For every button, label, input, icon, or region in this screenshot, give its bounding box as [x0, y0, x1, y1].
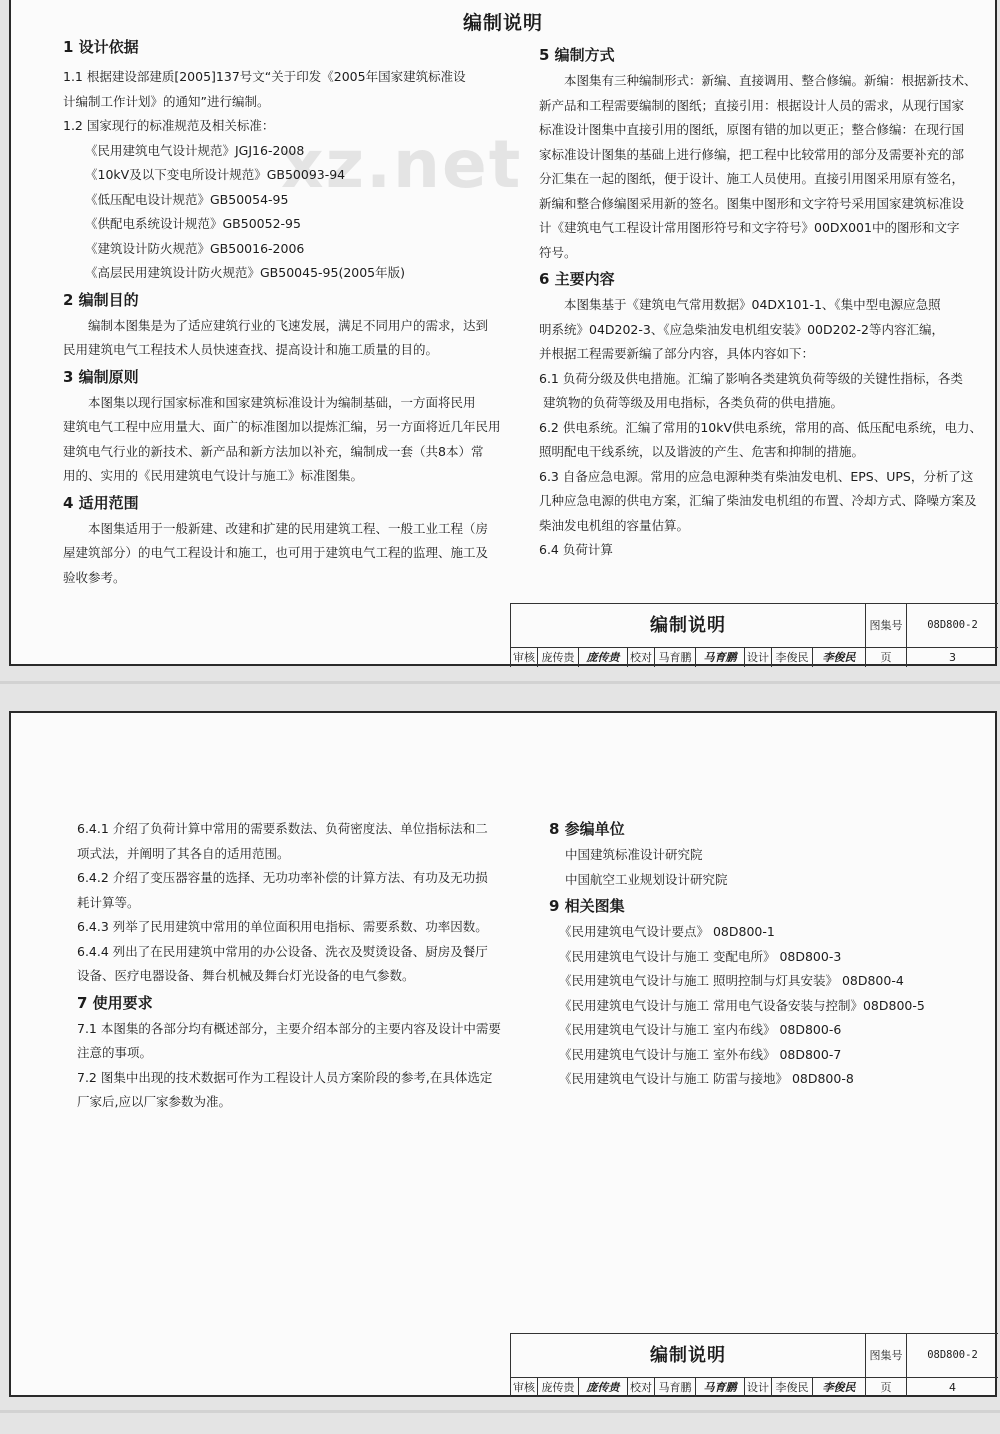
paragraph-line: 明系统》04D202-3、《应急柴油发电机组安装》00D202-2等内容汇编， [539, 321, 944, 337]
atlas-number: 08D800-2 [907, 1334, 998, 1378]
document-page-4 [9, 711, 997, 1397]
checker-name: 马育鹏 [655, 1378, 696, 1397]
paragraph-line: 验收参考。 [63, 569, 126, 585]
paragraph-line: 分汇集在一起的图纸，便于设计、施工人员使用。直接引用图采用原有签名， [539, 171, 965, 186]
check-label: 校对 [628, 1378, 655, 1397]
section-heading: 3 编制原则 [63, 367, 139, 386]
checker-name: 马育鹏 [655, 648, 696, 667]
paragraph-line: 新编和整合修编图采用新的签名。图集中图形和文字符号采用国家建筑标准设 [539, 195, 965, 211]
paragraph-line: 编制本图集是为了适应建筑行业的飞速发展，满足不同用户的需求，达到 [88, 317, 489, 333]
page-title: 编制说明 [462, 12, 543, 34]
title-block [510, 603, 998, 667]
paragraph-line: 设备、医疗电器设备、舞台机械及舞台灯光设备的电气参数。 [77, 968, 415, 983]
right-column [549, 815, 979, 1092]
page-number: 4 [949, 1381, 956, 1394]
paragraph-line: 6.4 负荷计算 [539, 542, 613, 557]
document-page-3 [9, 0, 997, 666]
designer-name: 李俊民 [772, 1378, 813, 1397]
section-heading: 6 主要内容 [539, 270, 615, 288]
right-column [539, 41, 983, 563]
paragraph-line: 6.4.3 列举了民用建筑中常用的单位面积用电指标、需要系数、功率因数。 [77, 919, 488, 934]
section-heading: 8 参编单位 [549, 820, 625, 838]
standard-item: 《10kV及以下变电所设计规范》GB50093-94 [85, 167, 346, 182]
section-heading: 9 相关图集 [549, 897, 625, 915]
atlas-item: 《民用建筑电气设计与施工 室外布线》 08D800-7 [559, 1046, 842, 1062]
page-separator [0, 1410, 1000, 1413]
atlas-number-label: 图集号 [866, 1334, 907, 1378]
review-label: 审核 [511, 1378, 538, 1397]
paragraph-line: 照明配电干线系统，以及谐波的产生、危害和抑制的措施。 [539, 444, 865, 459]
section-heading: 5 编制方式 [539, 46, 615, 64]
paragraph-line: 7.1 本图集的各部分均有概述部分，主要介绍本部分的主要内容及设计中需要 [77, 1020, 501, 1036]
atlas-item: 《民用建筑电气设计与施工 变配电所》 08D800-3 [559, 948, 842, 964]
designer-signature: 李俊民 [813, 648, 866, 667]
review-label: 审核 [511, 648, 538, 667]
standard-item: 《高层民用建筑设计防火规范》GB50045-95(2005年版) [85, 265, 406, 280]
paragraph-line: 6.4.2 介绍了变压器容量的选择、无功功率补偿的计算方法、有功及无功损 [77, 870, 488, 885]
title-block [510, 1333, 998, 1397]
atlas-item: 《民用建筑电气设计与施工 防雷与接地》 08D800-8 [559, 1071, 854, 1086]
section-heading: 2 编制目的 [63, 290, 139, 309]
paragraph-line: 新产品和工程需要编制的图纸；直接引用：根据设计人员的需求，从现行国家 [539, 97, 965, 113]
paragraph-line: 几种应急电源的供电方案，汇编了柴油发电机组的布置、冷却方式、降噪方案及 [539, 493, 977, 508]
reviewer-signature: 庞传贵 [579, 1378, 628, 1397]
paragraph-line: 标准设计图集中直接引用的图纸，原图有错的加以更正；整合修编：在现行国 [539, 122, 965, 137]
paragraph-line: 用的、实用的《民用建筑电气设计与施工》标准图集。 [63, 468, 364, 483]
paragraph-line: 并根据工程需要新编了部分内容，具体内容如下： [539, 346, 815, 361]
design-label: 设计 [745, 648, 772, 667]
page-number: 3 [949, 651, 956, 664]
checker-signature: 马育鹏 [696, 1378, 745, 1397]
signature-row [511, 1378, 998, 1397]
paragraph-line: 本图集基于《建筑电气常用数据》04DX101-1、《集中型电源应急照 [564, 297, 941, 312]
paragraph-line: 家标准设计图集的基础上进行修编，把工程中比较常用的部分及需要补充的部 [539, 146, 965, 162]
page-label: 页 [866, 1378, 907, 1397]
atlas-number-label: 图集号 [866, 604, 907, 648]
atlas-item: 《民用建筑电气设计与施工 常用电气设备安装与控制》08D800-5 [559, 997, 925, 1013]
atlas-number: 08D800-2 [907, 604, 998, 648]
left-column [63, 33, 501, 590]
title-block-title: 编制说明 [511, 1334, 866, 1378]
unit-item: 中国航空工业规划设计研究院 [565, 871, 728, 887]
standard-item: 《民用建筑电气设计规范》JGJ16-2008 [85, 142, 305, 158]
left-column [77, 817, 507, 1115]
paragraph-line: 计《建筑电气工程设计常用图形符号和文字符号》00DX001中的图形和文字 [539, 220, 960, 235]
paragraph-line: 6.2 供电系统。汇编了常用的10kV供电系统，常用的高、低压配电系统，电力、 [539, 419, 983, 435]
paragraph-line: 项式法，并阐明了其各自的适用范围。 [77, 845, 290, 861]
signature-row [511, 648, 998, 667]
designer-signature: 李俊民 [813, 1378, 866, 1397]
paragraph-line: 6.3 自备应急电源。常用的应急电源种类有柴油发电机、EPS、UPS，分析了这 [539, 468, 974, 484]
reviewer-name: 庞传贵 [538, 648, 579, 667]
reviewer-name: 庞传贵 [538, 1378, 579, 1397]
section-heading: 1 设计依据 [63, 38, 139, 56]
paragraph-line: 注意的事项。 [77, 1045, 153, 1060]
paragraph-line: 建筑电气行业的新技术、新产品和新方法加以补充，编制成一套（共8本）常 [63, 443, 484, 459]
paragraph-line: 7.2 图集中出现的技术数据可作为工程设计人员方案阶段的参考,在具体选定 [77, 1069, 493, 1085]
standard-item: 《低压配电设计规范》GB50054-95 [85, 191, 289, 207]
paragraph-line: 6.4.4 列出了在民用建筑中常用的办公设备、洗衣及熨烫设备、厨房及餐厅 [77, 943, 488, 959]
paragraph-line: 计编制工作计划》的通知”进行编制。 [63, 93, 270, 109]
section-heading: 7 使用要求 [77, 993, 153, 1012]
paragraph-line: 建筑电气工程中应用量大、面广的标准图加以提炼汇编，另一方面将近几年民用 [63, 419, 501, 434]
paragraph-line: 本图集适用于一般新建、改建和扩建的民用建筑工程、一般工业工程（房 [88, 520, 489, 536]
paragraph-line: 1.2 国家现行的标准规范及相关标准： [63, 118, 275, 133]
paragraph-line: 建筑物的负荷等级及用电指标，各类负荷的供电措施。 [543, 395, 844, 410]
section-heading: 4 适用范围 [63, 493, 139, 512]
checker-signature: 马育鹏 [696, 648, 745, 667]
paragraph-line: 柴油发电机组的容量估算。 [539, 517, 690, 533]
reviewer-signature: 庞传贵 [579, 648, 628, 667]
paragraph-line: 民用建筑电气工程技术人员快速查找、提高设计和施工质量的目的。 [63, 342, 439, 357]
paragraph-line: 1.1 根据建设部建质[2005]137号文“关于印发《2005年国家建筑标准设 [63, 69, 466, 84]
watermark: xz.net [281, 126, 523, 203]
title-block-title: 编制说明 [511, 604, 866, 648]
standard-item: 《建筑设计防火规范》GB50016-2006 [85, 240, 305, 256]
designer-name: 李俊民 [772, 648, 813, 667]
atlas-item: 《民用建筑电气设计与施工 室内布线》 08D800-6 [559, 1022, 842, 1037]
design-label: 设计 [745, 1378, 772, 1397]
check-label: 校对 [628, 648, 655, 667]
page-label: 页 [866, 648, 907, 667]
standard-item: 《供配电系统设计规范》GB50052-95 [85, 216, 301, 231]
paragraph-line: 6.1 负荷分级及供电措施。汇编了影响各类建筑负荷等级的关键性指标，各类 [539, 370, 963, 386]
paragraph-line: 符号。 [539, 244, 577, 260]
paragraph-line: 本图集以现行国家标准和国家建筑标准设计为编制基础，一方面将民用 [88, 394, 476, 410]
paragraph-line: 厂家后,应以厂家参数为准。 [77, 1094, 231, 1109]
paragraph-line: 屋建筑部分）的电气工程设计和施工，也可用于建筑电气工程的监理、施工及 [63, 545, 489, 560]
page-separator [0, 681, 1000, 684]
atlas-item: 《民用建筑电气设计要点》 08D800-1 [559, 924, 775, 939]
atlas-item: 《民用建筑电气设计与施工 照明控制与灯具安装》 08D800-4 [559, 973, 904, 988]
paragraph-line: 耗计算等。 [77, 894, 140, 910]
paragraph-line: 6.4.1 介绍了负荷计算中常用的需要系数法、负荷密度法、单位指标法和二 [77, 821, 488, 836]
unit-item: 中国建筑标准设计研究院 [565, 847, 703, 862]
paragraph-line: 本图集有三种编制形式：新编、直接调用、整合修编。新编：根据新技术、 [564, 73, 977, 88]
